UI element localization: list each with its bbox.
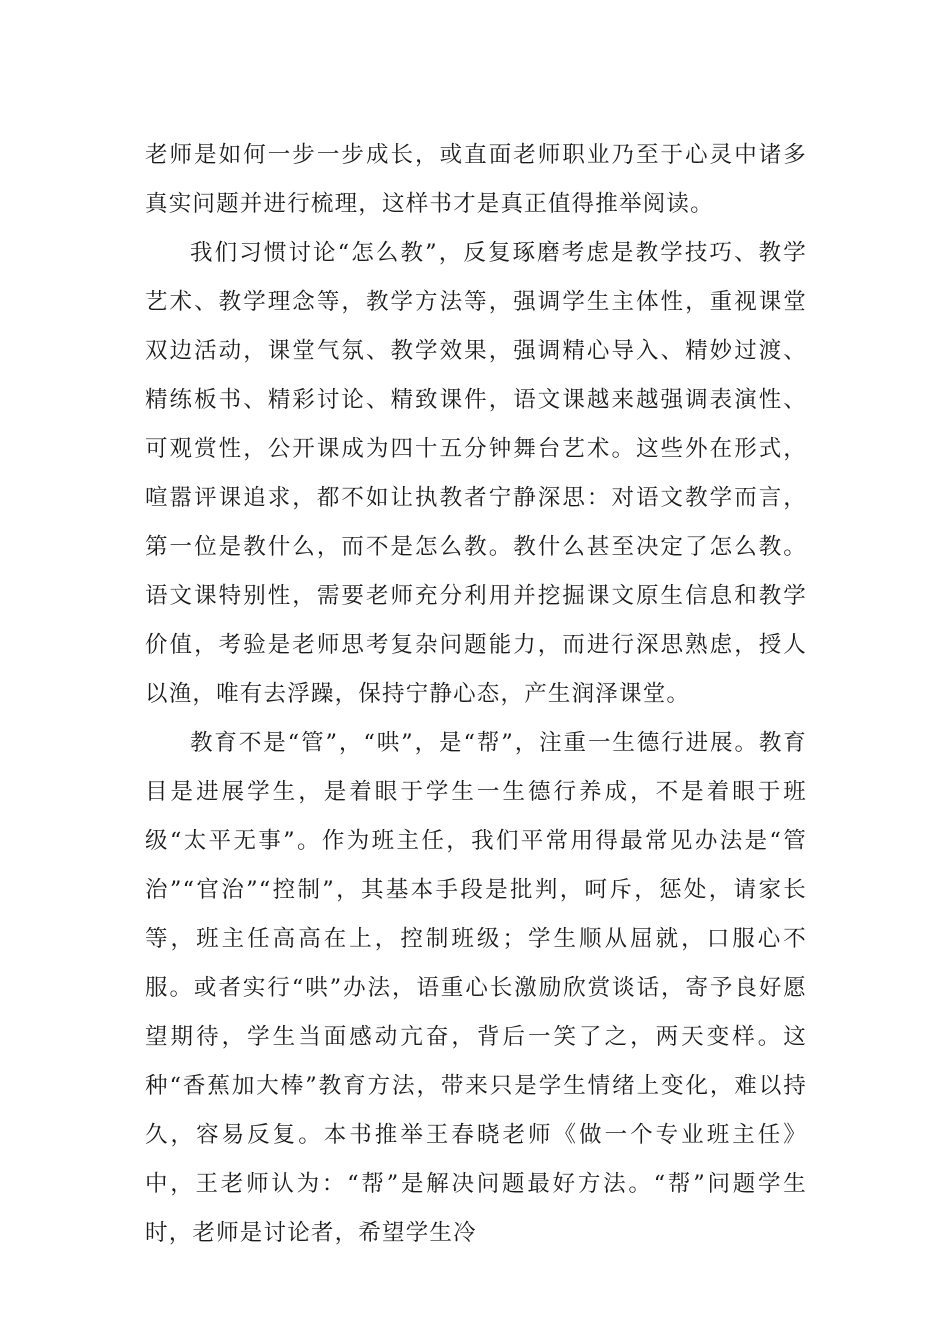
- document-body: [145, 131, 807, 1258]
- paragraph-3: 教育不是“管”，“哄”，是“帮”，注重一生德行进展。教育目是进展学生，是着眼于学生一生德行养成，不是着眼于班级“太平无事”。作为班主任，我们平常用得最常见办法是“管治”“官治”“控制”，其基本手段是批判，呵斥，惩处，请家长等，班主任高高在上，控制班级；学生顺从屈就，口服心不服。或者实行“哄”办法，语重心长激励欣赏谈话，寄予良好愿望期待，学生当面感动亢奋，背后一笑了之，两天变样。这种“香蕉加大棒”教育方法，带来只是学生情绪上变化，难以持久，容易反复。本书推举王春晓老师《做一个专业班主任》中，王老师认为：“帮”是解决问题最好方法。“帮”问题学生时，老师是讨论者，希望学生冷: [145, 730, 807, 1246]
- paragraph-1: 老师是如何一步一步成长，或直面老师职业乃至于心灵中诸多真实问题并进行梳理，这样书才是真正值得推举阅读。: [145, 142, 807, 217]
- paragraph-2: 我们习惯讨论“怎么教”，反复琢磨考虑是教学技巧、教学艺术、教学理念等，教学方法等，强调学生主体性，重视课堂双边活动，课堂气氛、教学效果，强调精心导入、精妙过渡、精练板书、精彩讨论、精致课件，语文课越来越强调表演性、可观赏性，公开课成为四十五分钟舞台艺术。这些外在形式，喧嚣评课追求，都不如让执教者宁静深思：对语文教学而言，第一位是教什么，而不是怎么教。教什么甚至决定了怎么教。语文课特别性，需要老师充分利用并挖掘课文原生信息和教学价值，考验是老师思考复杂问题能力，而进行深思熟虑，授人以渔，唯有去浮躁，保持宁静心态，产生润泽课堂。: [145, 240, 807, 707]
